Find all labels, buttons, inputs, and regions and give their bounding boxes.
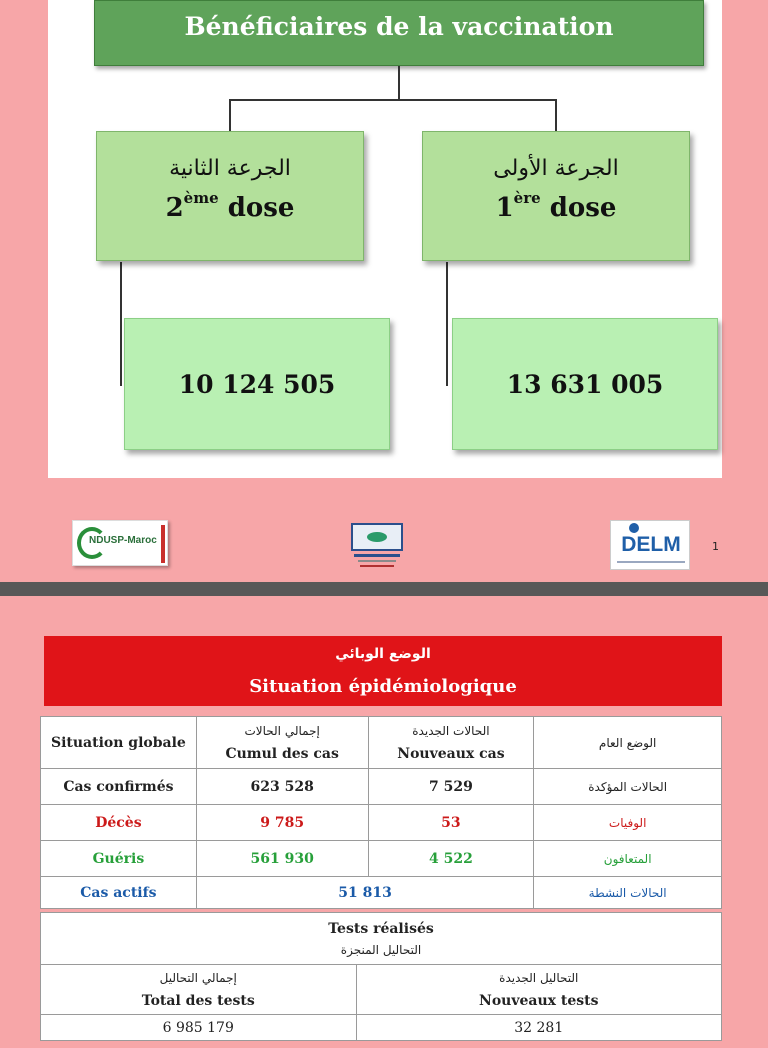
row-actifs-value: 51 813 bbox=[196, 877, 534, 909]
col-nouveaux-fr: Nouveaux cas bbox=[397, 745, 505, 762]
epidemio-header bbox=[44, 636, 722, 706]
epidemio-table bbox=[40, 716, 722, 909]
ndusp-logo-bar bbox=[161, 525, 165, 563]
epidemio-slide bbox=[0, 596, 768, 1048]
connector-left-num bbox=[120, 262, 122, 386]
dose1-box bbox=[422, 131, 690, 261]
connector-right-num bbox=[446, 262, 448, 386]
tests-title-ar: التحاليل المنجزة bbox=[340, 942, 422, 957]
dose1-sup: ère bbox=[513, 189, 541, 207]
vaccination-title: Bénéficiaires de la vaccination bbox=[94, 0, 704, 66]
row-deces-label: Décès bbox=[41, 805, 197, 841]
row-gueris-label: Guéris bbox=[41, 841, 197, 877]
delm-logo bbox=[610, 520, 690, 570]
delm-subtext-line bbox=[617, 561, 685, 563]
row-confirmes-cumul: 623 528 bbox=[196, 769, 368, 805]
tests-title bbox=[41, 913, 722, 965]
row-confirmes-nouveaux: 7 529 bbox=[368, 769, 534, 805]
col-nouveaux bbox=[368, 717, 534, 769]
table-row bbox=[41, 841, 722, 877]
ministry-logo bbox=[348, 520, 406, 570]
table-row bbox=[41, 877, 722, 909]
dose2-sup: ème bbox=[183, 189, 219, 207]
row-confirmes-ar: الحالات المؤكدة bbox=[534, 769, 722, 805]
tests-total-fr: Total des tests bbox=[141, 992, 255, 1009]
table-row bbox=[41, 717, 722, 769]
connector-horizontal bbox=[229, 99, 557, 101]
row-gueris-cumul: 561 930 bbox=[196, 841, 368, 877]
dose1-value: 13 631 005 bbox=[452, 318, 718, 450]
row-deces-ar: الوفيات bbox=[534, 805, 722, 841]
dose1-label-fr bbox=[423, 189, 689, 223]
col-cumul bbox=[196, 717, 368, 769]
dose2-label-ar: الجرعة الثانية bbox=[169, 156, 291, 181]
table-row bbox=[41, 805, 722, 841]
delm-logo-text: DELM bbox=[621, 533, 681, 556]
ndusp-logo-text: NDUSP-Maroc bbox=[89, 535, 157, 546]
tests-total-header bbox=[41, 965, 357, 1015]
tests-total-ar: إجمالي التحاليل bbox=[159, 970, 237, 985]
connector-right-down bbox=[555, 99, 557, 131]
epidemio-header-fr: Situation épidémiologique bbox=[249, 676, 517, 697]
tests-new-ar: التحاليل الجديدة bbox=[499, 970, 579, 985]
dose1-label-ar: الجرعة الأولى bbox=[493, 156, 619, 181]
dose2-value: 10 124 505 bbox=[124, 318, 390, 450]
tests-title-fr: Tests réalisés bbox=[328, 920, 434, 937]
dose2-box bbox=[96, 131, 364, 261]
connector-left-down bbox=[229, 99, 231, 131]
ministry-emblem-icon bbox=[348, 520, 406, 570]
dose2-label-fr bbox=[97, 189, 363, 223]
dose2-num: 2 bbox=[165, 193, 184, 223]
dose1-num: 1 bbox=[495, 193, 514, 223]
table-row bbox=[41, 1015, 722, 1041]
connector-vertical-top bbox=[398, 66, 400, 100]
epidemio-header-ar: الوضع الوبائي bbox=[335, 646, 431, 662]
row-gueris-nouveaux: 4 522 bbox=[368, 841, 534, 877]
row-deces-nouveaux: 53 bbox=[368, 805, 534, 841]
dose1-text: dose bbox=[540, 193, 617, 223]
dose2-text: dose bbox=[218, 193, 295, 223]
delm-dot-icon bbox=[629, 523, 639, 533]
tests-total-value: 6 985 179 bbox=[41, 1015, 357, 1041]
table-row bbox=[41, 769, 722, 805]
slide-divider bbox=[0, 582, 768, 596]
row-actifs-ar: الحالات النشطة bbox=[534, 877, 722, 909]
row-confirmes-label: Cas confirmés bbox=[41, 769, 197, 805]
table-row bbox=[41, 913, 722, 965]
tests-new-fr: Nouveaux tests bbox=[479, 992, 599, 1009]
tests-table bbox=[40, 912, 722, 1041]
col-cumul-ar: إجمالي الحالات bbox=[244, 723, 320, 738]
tests-new-header bbox=[356, 965, 722, 1015]
col-general-ar: الوضع العام bbox=[534, 717, 722, 769]
table-row bbox=[41, 965, 722, 1015]
row-deces-cumul: 9 785 bbox=[196, 805, 368, 841]
col-situation-globale: Situation globale bbox=[41, 717, 197, 769]
row-actifs-label: Cas actifs bbox=[41, 877, 197, 909]
col-nouveaux-ar: الحالات الجديدة bbox=[412, 723, 490, 738]
col-cumul-fr: Cumul des cas bbox=[225, 745, 339, 762]
ndusp-logo bbox=[72, 520, 168, 566]
tests-new-value: 32 281 bbox=[356, 1015, 722, 1041]
row-gueris-ar: المتعافون bbox=[534, 841, 722, 877]
page-number: 1 bbox=[712, 540, 719, 553]
